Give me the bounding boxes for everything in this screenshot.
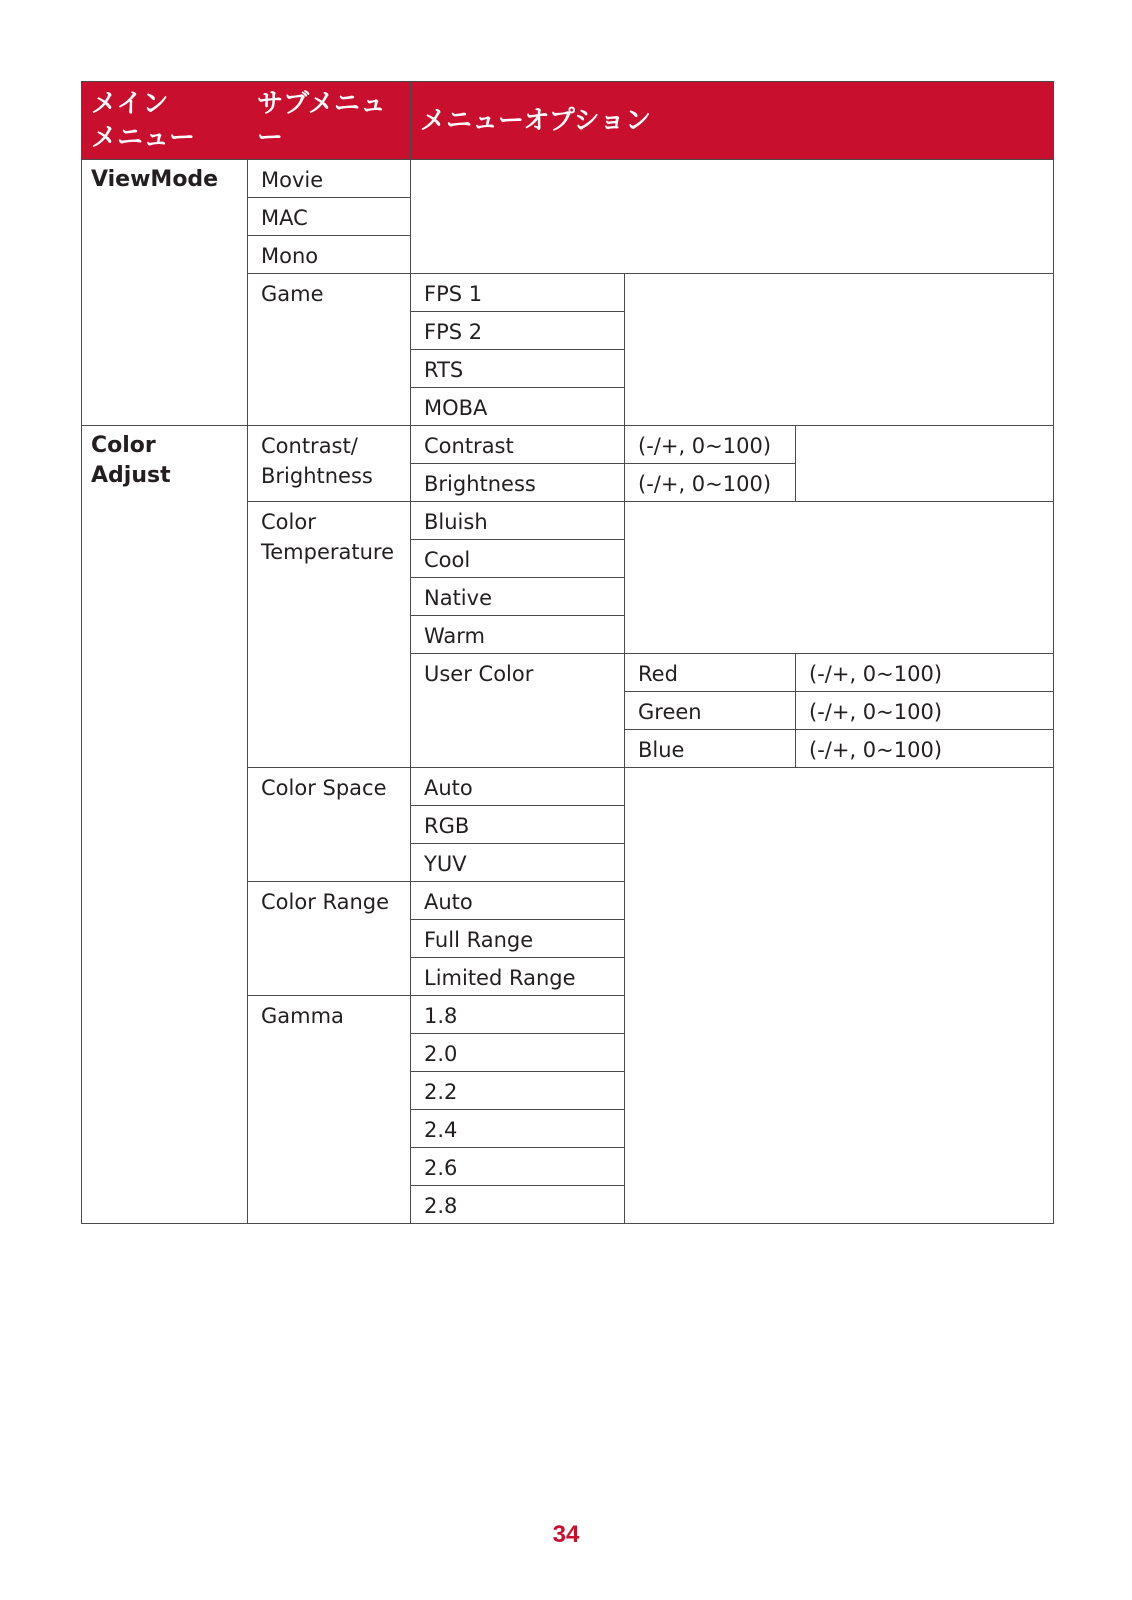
option-blue: Blue bbox=[625, 730, 796, 768]
submenu-gamma: Gamma bbox=[248, 996, 411, 1224]
submenu-game: Game bbox=[248, 274, 411, 426]
option-limited-range: Limited Range bbox=[411, 958, 625, 996]
option-fps1: FPS 1 bbox=[411, 274, 625, 312]
option-gamma-2-8: 2.8 bbox=[411, 1186, 625, 1224]
option-gamma-2-0: 2.0 bbox=[411, 1034, 625, 1072]
option-gamma-2-4: 2.4 bbox=[411, 1110, 625, 1148]
option-brightness-range: (-/+, 0~100) bbox=[625, 464, 796, 502]
table-row bbox=[82, 426, 1054, 464]
option-user-color: User Color bbox=[411, 654, 625, 768]
option-contrast-range: (-/+, 0~100) bbox=[625, 426, 796, 464]
submenu-color-range: Color Range bbox=[248, 882, 411, 996]
option-brightness: Brightness bbox=[411, 464, 625, 502]
empty-cell bbox=[411, 160, 1054, 274]
option-rgb: RGB bbox=[411, 806, 625, 844]
empty-cell bbox=[625, 502, 1054, 654]
submenu-color-temperature: Color Temperature bbox=[248, 502, 411, 768]
main-menu-viewmode: ViewMode bbox=[82, 160, 248, 426]
option-blue-range: (-/+, 0~100) bbox=[796, 730, 1054, 768]
option-moba: MOBA bbox=[411, 388, 625, 426]
table-row bbox=[82, 160, 1054, 198]
option-rts: RTS bbox=[411, 350, 625, 388]
submenu-mono: Mono bbox=[248, 236, 411, 274]
option-bluish: Bluish bbox=[411, 502, 625, 540]
option-warm: Warm bbox=[411, 616, 625, 654]
osd-menu-table bbox=[81, 81, 1054, 1224]
option-green: Green bbox=[625, 692, 796, 730]
option-fps2: FPS 2 bbox=[411, 312, 625, 350]
option-gamma-2-2: 2.2 bbox=[411, 1072, 625, 1110]
option-cool: Cool bbox=[411, 540, 625, 578]
submenu-color-space: Color Space bbox=[248, 768, 411, 882]
option-color-range-auto: Auto bbox=[411, 882, 625, 920]
option-gamma-1-8: 1.8 bbox=[411, 996, 625, 1034]
empty-cell bbox=[796, 426, 1054, 502]
header-menu-option: メニューオプション bbox=[411, 82, 1054, 160]
empty-cell bbox=[625, 768, 1054, 1224]
option-yuv: YUV bbox=[411, 844, 625, 882]
empty-cell bbox=[625, 274, 1054, 426]
option-full-range: Full Range bbox=[411, 920, 625, 958]
option-contrast: Contrast bbox=[411, 426, 625, 464]
header-main-menu: メイン メニュー bbox=[82, 82, 248, 160]
submenu-movie: Movie bbox=[248, 160, 411, 198]
page-number: 34 bbox=[552, 1521, 580, 1548]
option-color-space-auto: Auto bbox=[411, 768, 625, 806]
option-green-range: (-/+, 0~100) bbox=[796, 692, 1054, 730]
header-sub-menu: サブメニュ ー bbox=[248, 82, 411, 160]
option-red: Red bbox=[625, 654, 796, 692]
submenu-mac: MAC bbox=[248, 198, 411, 236]
main-menu-color-adjust: Color Adjust bbox=[82, 426, 248, 1224]
submenu-contrast-brightness: Contrast/ Brightness bbox=[248, 426, 411, 502]
option-native: Native bbox=[411, 578, 625, 616]
option-red-range: (-/+, 0~100) bbox=[796, 654, 1054, 692]
option-gamma-2-6: 2.6 bbox=[411, 1148, 625, 1186]
table-header-row bbox=[82, 82, 1054, 160]
